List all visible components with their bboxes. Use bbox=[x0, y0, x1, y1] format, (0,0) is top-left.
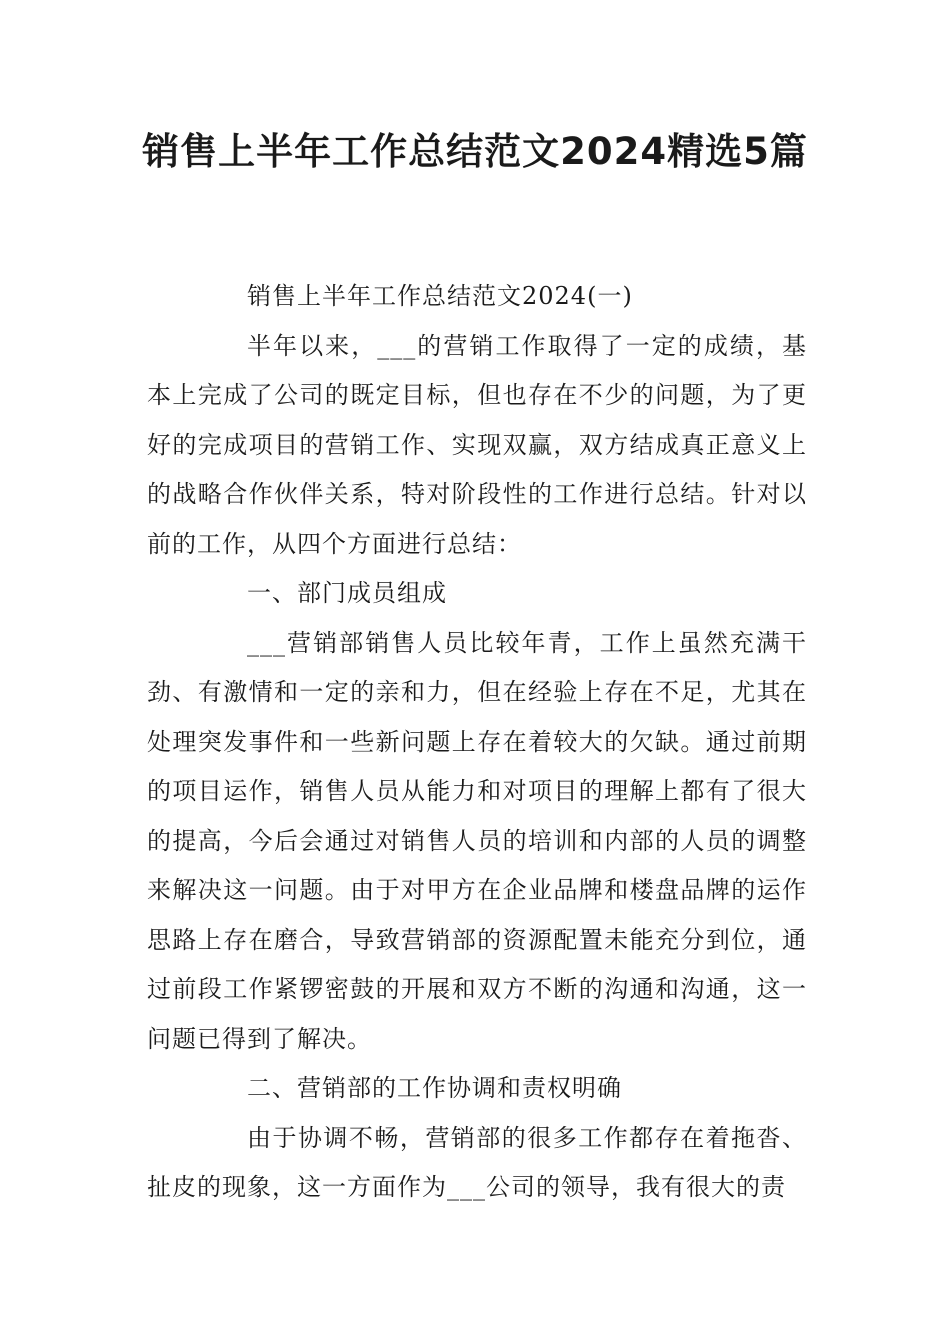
paragraph-members: ___营销部销售人员比较年青，工作上虽然充满干劲、有激情和一定的亲和力，但在经验上存在不足，尤其在处理突发事件和一些新问题上存在着较大的欠缺。通过前期的项目运作，销售人员从能力和对项目的理解上都有了很大的提高，今后会通过对销售人员的培训和内部的人员的调整来解决这一问题。由于对甲方在企业品牌和楼盘品牌的运作思路上存在磨合，导致营销部的资源配置未能充分到位，通过前段工作紧锣密鼓的开展和双方不断的沟通和沟通，这一问题已得到了解决。 bbox=[147, 628, 807, 1053]
document-title: 销售上半年工作总结范文2024精选5篇 bbox=[142, 130, 808, 173]
document-body bbox=[147, 272, 807, 1213]
section-heading-coordination: 二、营销部的工作协调和责权明确 bbox=[247, 1074, 622, 1102]
section-heading-1: 销售上半年工作总结范文2024(一) bbox=[247, 282, 633, 310]
paragraph-intro: 半年以来，___的营销工作取得了一定的成绩，基本上完成了公司的既定目标，但也存在不少的问题，为了更好的完成项目的营销工作、实现双赢，双方结成真正意义上的战略合作伙伴关系，特对阶段性的工作进行总结。针对以前的工作，从四个方面进行总结： bbox=[147, 331, 807, 558]
section-heading-members: 一、部门成员组成 bbox=[247, 579, 447, 607]
paragraph-coordination: 由于协调不畅，营销部的很多工作都存在着拖沓、扯皮的现象，这一方面作为___公司的领导，我有很大的责 bbox=[147, 1123, 807, 1201]
